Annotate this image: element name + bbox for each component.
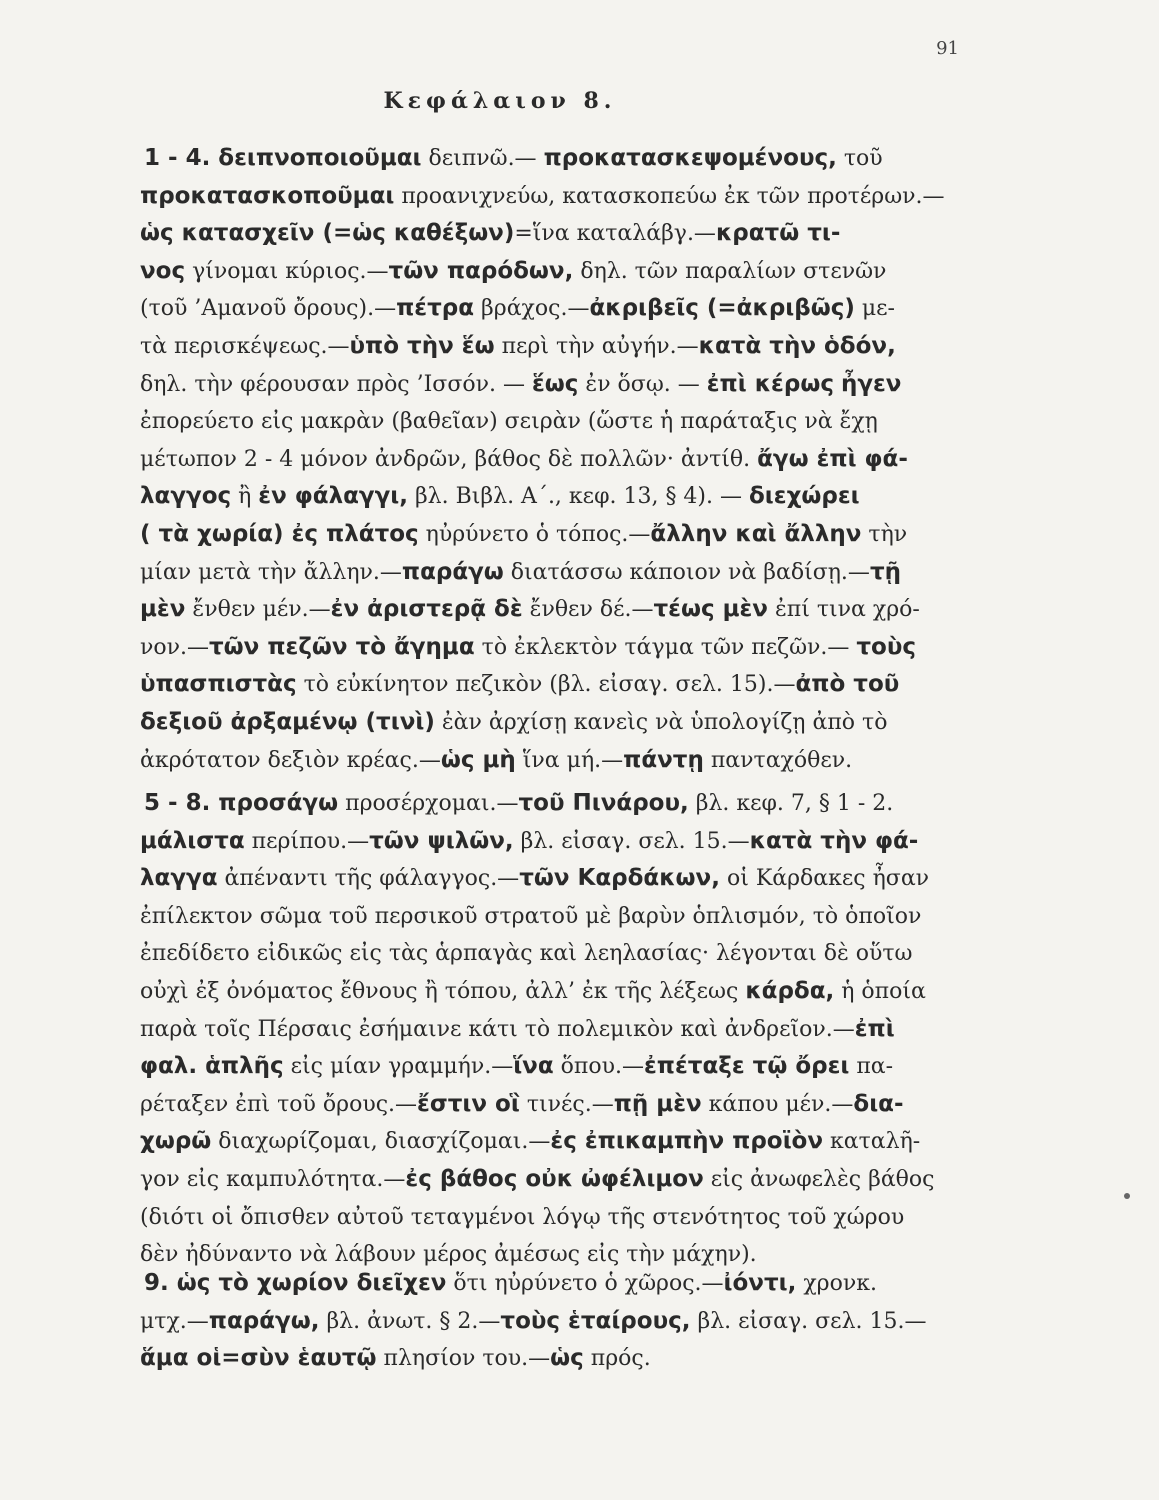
text-line <box>140 823 990 861</box>
lemma-text: 1 - 4. δειπνοποιοῦμαι <box>144 145 422 171</box>
lemma-text: ( τὰ χωρία) ἐς πλάτος <box>140 520 419 547</box>
gloss-text: ἐπεδίδετο εἰδικῶς εἰς τὰς ἁρπαγὰς καὶ λεηλασίας· λέγονται δὲ οὕτω <box>140 941 913 967</box>
gloss-text: χρονκ. <box>796 1271 877 1296</box>
lemma-text: ἄγω ἐπὶ φά- <box>757 445 908 472</box>
text-line <box>140 140 990 178</box>
text-line <box>140 1161 990 1199</box>
gloss-text: ἢ <box>231 484 259 510</box>
lemma-text: παράγω <box>401 558 504 585</box>
lemma-text: ἰόντι, <box>723 1270 797 1296</box>
paragraph-section-9 <box>140 1265 990 1378</box>
paragraph-sections-1-4 <box>140 140 990 779</box>
text-line <box>140 629 990 667</box>
lemma-text: λαγγος <box>140 483 232 510</box>
lemma-text: χωρῶ <box>140 1128 212 1155</box>
lemma-text: 9. ὡς τὸ χωρίον διεῖχεν <box>144 1270 447 1296</box>
gloss-text: μέτωπον 2 - 4 μόνον ἀνδρῶν, βάθος δὲ πολλῶν· ἀντίθ. <box>140 446 758 472</box>
gloss-text: δηλ. τῶν παραλίων στενῶν <box>573 258 887 284</box>
lemma-text: ἐν φάλαγγι, <box>258 483 408 510</box>
lemma-text: μάλιστα <box>140 827 245 854</box>
gloss-text: βλ. ἀνωτ. § 2.— <box>319 1308 501 1334</box>
lemma-text: προκατασκεψομένους, <box>543 145 837 171</box>
lemma-text: πέτρα <box>396 295 475 322</box>
gloss-text: ἀκρότατον δεξιὸν κρέας.— <box>140 747 441 773</box>
lemma-text: τῶν πεζῶν τὸ ἄγημα <box>209 633 475 660</box>
gloss-text: πρός. <box>583 1346 651 1372</box>
gloss-text: τὰ περισκέψεως.— <box>140 333 350 359</box>
gloss-text: ἵνα μή.— <box>515 747 624 773</box>
gloss-text: τινές.— <box>519 1091 614 1117</box>
text-line <box>140 704 990 742</box>
lemma-text: ὑπασπιστὰς <box>140 671 297 698</box>
lemma-text: λαγγα <box>140 865 218 892</box>
lemma-text: κρατῶ τι- <box>715 220 841 247</box>
gloss-text: ὅτι ηὐρύνετο ὁ χῶρος.— <box>446 1271 724 1296</box>
gloss-text: νον.— <box>140 634 209 660</box>
text-line <box>140 441 990 479</box>
gloss-text: εἰς μίαν γραμμήν.— <box>283 1054 514 1080</box>
lemma-text: ἕως <box>531 370 579 397</box>
text-line <box>140 516 990 554</box>
gloss-text: οὐχὶ ἐξ ὀνόματος ἔθνους ἢ τόπου, ἀλλ’ ἐκ τῆς λέξεως <box>140 978 746 1004</box>
gloss-text: διατάσσω κάποιον νὰ βαδίσῃ.— <box>503 559 870 585</box>
gloss-text: ἐπορεύετο εἰς μακρὰν (βαθεῖαν) σειρὰν (ὥστε ἡ παράταξις νὰ ἔχῃ <box>140 409 878 435</box>
gloss-text: ἐπί τινα χρό- <box>767 597 920 623</box>
text-line <box>140 478 990 516</box>
text-line <box>140 1303 990 1341</box>
chapter-title: Κεφάλαιον 8. <box>383 88 617 114</box>
lemma-text: φαλ. ἁπλῆς <box>140 1053 284 1080</box>
lemma-text: ἀπὸ τοῦ <box>795 671 900 698</box>
gloss-text: βλ. εἰσαγ. σελ. 15.— <box>690 1308 927 1334</box>
lemma-text: προκατασκοποῦμαι <box>140 182 395 209</box>
text-line <box>140 860 990 898</box>
gloss-text: προανιχνεύω, κατασκοπεύω ἐκ τῶν προτέρων.— <box>394 183 945 209</box>
text-line <box>140 253 990 291</box>
gloss-text: παρὰ τοῖς Πέρσαις ἐσήμαινε κάτι τὸ πολεμικὸν καὶ ἀνδρεῖον.— <box>140 1016 855 1042</box>
gloss-text: διαχωρίζομαι, διασχίζομαι.— <box>211 1129 551 1155</box>
gloss-text: ὅπου.— <box>553 1054 644 1080</box>
text-line <box>140 935 990 973</box>
lemma-text: δεξιοῦ ἀρξαμένῳ (τινὶ) <box>140 708 435 735</box>
gloss-text: μτχ.— <box>140 1308 209 1334</box>
lemma-text: ἅμα οἱ=σὺν ἑαυτῷ <box>140 1345 377 1372</box>
page-speck <box>1124 1193 1130 1199</box>
lemma-text: μὲν <box>140 596 186 623</box>
lemma-text: διεχώρει <box>749 483 860 510</box>
lemma-text: παράγω, <box>208 1307 320 1334</box>
text-line <box>140 1048 990 1086</box>
lemma-text: ὑπὸ τὴν ἕω <box>349 332 495 359</box>
lemma-text: ὡς <box>550 1345 584 1372</box>
gloss-text: ηὐρύνετο ὁ τόπος.— <box>418 521 651 547</box>
lemma-text: ὡς μὴ <box>440 746 516 773</box>
gloss-text: ἐπίλεκτον σῶμα τοῦ περσικοῦ στρατοῦ μὲ βαρὺν ὁπλισμόν, τὸ ὁποῖον <box>140 903 922 929</box>
lemma-text: ἀκριβεῖς (=ἀκριβῶς) <box>589 295 855 322</box>
lemma-text: πάντῃ <box>623 746 704 773</box>
gloss-text: καταλῆ- <box>823 1129 921 1155</box>
gloss-text: οἱ Κάρδακες ἦσαν <box>719 866 930 892</box>
lemma-text: τῶν Καρδάκων, <box>519 865 720 892</box>
gloss-text: ρέταξεν ἐπὶ τοῦ ὄρους.— <box>140 1091 418 1117</box>
paragraph-sections-5-8 <box>140 785 990 1274</box>
gloss-text: μίαν μετὰ τὴν ἄλλην.— <box>140 559 402 585</box>
text-line <box>140 1340 990 1378</box>
lemma-text: ὡς κατασχεῖν (=ὡς καθέξων) <box>140 220 515 247</box>
text-line <box>140 591 990 629</box>
lemma-text: πῇ μὲν <box>613 1090 702 1117</box>
text-line <box>140 403 990 441</box>
gloss-text: πα- <box>849 1054 894 1080</box>
lemma-text: κατὰ τὴν φά- <box>749 827 919 854</box>
lemma-text: κατὰ τὴν ὁδόν, <box>698 332 896 359</box>
gloss-text: γίνομαι κύριος.— <box>185 258 389 284</box>
gloss-text: τὸ ἐκλεκτὸν τάγμα τῶν πεζῶν.— <box>474 634 857 660</box>
text-line <box>140 1011 990 1049</box>
gloss-text: πλησίον του.— <box>376 1346 551 1372</box>
text-line <box>140 328 990 366</box>
gloss-text: ἔνθεν δέ.— <box>522 597 654 623</box>
text-line <box>140 366 990 404</box>
lemma-text: κάρδα, <box>745 977 835 1004</box>
gloss-text: δειπνῶ.— <box>421 146 544 171</box>
gloss-text: γον εἰς καμπυλότητα.— <box>140 1166 406 1192</box>
text-line <box>140 178 990 216</box>
gloss-text: ἡ ὁποία <box>834 978 926 1004</box>
gloss-text: περὶ τὴν αὐγήν.— <box>494 333 699 359</box>
page-number: 91 <box>936 38 959 59</box>
lemma-text: τῶν ψιλῶν, <box>369 827 514 854</box>
text-line <box>140 215 990 253</box>
gloss-text: περίπου.— <box>244 828 370 854</box>
text-line <box>140 1086 990 1124</box>
lemma-text: 5 - 8. προσάγω <box>144 790 339 816</box>
lemma-text: ἐν ἀριστερᾷ δὲ <box>330 596 523 623</box>
gloss-text: βλ. κεφ. 7, § 1 - 2. <box>688 791 894 816</box>
lemma-text: δια- <box>853 1090 904 1117</box>
lemma-text: ἐπὶ κέρως <box>706 370 834 397</box>
lemma-text: ἐς ἐπικαμπὴν προϊὸν <box>550 1128 824 1155</box>
text-line <box>140 1265 990 1303</box>
lemma-text: ἄλλην καὶ ἄλλην <box>650 520 862 547</box>
lemma-text: ἐπὶ <box>854 1015 895 1042</box>
gloss-text: τὸ εὐκίνητον πεζικὸν (βλ. εἰσαγ. σελ. 15).— <box>296 672 796 698</box>
lemma-text: ἐς βάθος οὐκ ὠφέλιμον <box>405 1165 704 1192</box>
gloss-text: =ἵνα καταλάβγ.— <box>514 221 716 247</box>
lemma-text: ἵνα <box>513 1053 554 1080</box>
gloss-text: εἰς ἀνωφελὲς βάθος <box>703 1166 935 1192</box>
gloss-text: τὴν <box>861 521 908 547</box>
gloss-text: πανταχόθεν. <box>703 747 853 773</box>
lemma-text: τοῦ Πινάρου, <box>518 790 689 816</box>
gloss-text: δηλ. τὴν φέρουσαν πρὸς ’Ισσόν. — <box>140 371 532 397</box>
lemma-text: νος <box>140 257 186 284</box>
gloss-text: ἀπέναντι τῆς φάλαγγος.— <box>217 866 520 892</box>
gloss-text: βλ. εἰσαγ. σελ. 15.— <box>513 828 750 854</box>
lemma-text: τῇ <box>869 558 901 585</box>
lemma-text: ἐπέταξε τῷ ὄρει <box>643 1053 850 1080</box>
gloss-text: τοῦ <box>836 146 883 171</box>
lemma-text: ἦγεν <box>840 370 902 397</box>
lemma-text: τῶν παρόδων, <box>388 257 574 284</box>
text-line <box>140 742 990 780</box>
gloss-text: (τοῦ ’Αμανοῦ ὄρους).— <box>140 296 397 322</box>
gloss-text: ἔνθεν μέν.— <box>185 597 331 623</box>
text-line <box>140 973 990 1011</box>
gloss-text <box>834 372 841 397</box>
text-line <box>140 1199 990 1237</box>
gloss-text: κάπου μέν.— <box>701 1091 854 1117</box>
gloss-text: βλ. Βιβλ. Α΄., κεφ. 13, § 4). — <box>407 484 749 510</box>
lemma-text: τοὺς <box>856 633 917 660</box>
text-line <box>140 666 990 704</box>
gloss-text: βράχος.— <box>474 296 590 322</box>
text-line <box>140 290 990 328</box>
gloss-text: ἐν ὅσῳ. — <box>578 371 707 397</box>
gloss-text: (διότι οἱ ὄπισθεν αὐτοῦ τεταγμένοι λόγῳ τῆς στενότητος τοῦ χώρου <box>140 1204 905 1230</box>
text-line <box>140 1123 990 1161</box>
gloss-text: προσέρχομαι.— <box>338 791 519 816</box>
lemma-text: ἔστιν οἳ <box>417 1090 520 1117</box>
text-line <box>140 554 990 592</box>
lemma-text: τέως μὲν <box>653 596 768 623</box>
lemma-text: τοὺς ἑταίρους, <box>500 1307 691 1334</box>
gloss-text: ἐὰν ἀρχίσῃ κανεὶς νὰ ὑπολογίζῃ ἀπὸ τὸ <box>434 709 888 735</box>
text-line <box>140 898 990 936</box>
gloss-text: με- <box>854 296 895 322</box>
gloss-text: δὲν ἠδύναντο νὰ λάβουν μέρος ἀμέσως εἰς τὴν μάχην). <box>140 1242 757 1268</box>
text-line <box>140 785 990 823</box>
